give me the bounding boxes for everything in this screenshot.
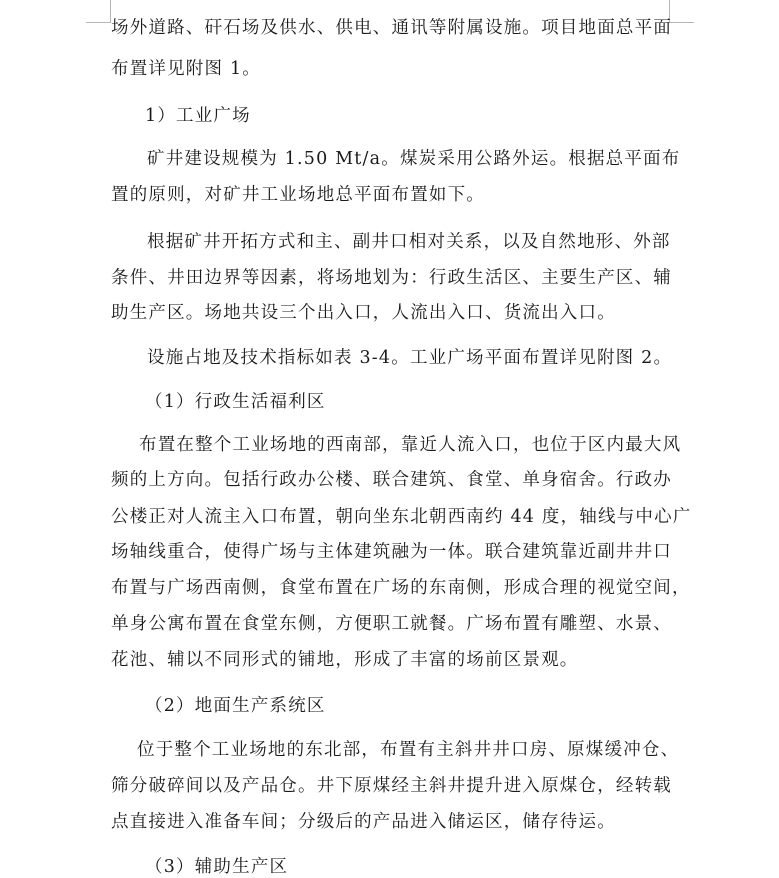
body-text-line: 单身公寓布置在食堂东侧，方便职工就餐。广场布置有雕塑、水景、	[111, 614, 672, 634]
body-text-line: 根据矿井开拓方式和主、副井口相对关系，以及自然地形、外部	[147, 232, 671, 252]
body-text-line: 场外道路、矸石场及供水、供电、通讯等附属设施。项目地面总平面	[111, 18, 672, 38]
body-text-line: 条件、井田边界等因素，将场地划为：行政生活区、主要生产区、辅	[111, 268, 672, 288]
section-heading: 1）工业广场	[145, 106, 251, 126]
section-heading: （1）行政生活福利区	[145, 392, 326, 412]
body-text-line: 筛分破碎间以及产品仓。井下原煤经主斜井提升进入原煤仓，经转载	[111, 776, 672, 796]
body-text-line: 位于整个工业场地的东北部，布置有主斜井井口房、原煤缓冲仓、	[137, 740, 680, 760]
body-text-line: 频的上方向。包括行政办公楼、联合建筑、食堂、单身宿舍。行政办	[111, 470, 672, 490]
body-text-line: 公楼正对人流主入口布置，朝向坐东北朝西南约 44 度，轴线与中心广	[111, 507, 692, 527]
section-heading: （2）地面生产系统区	[145, 696, 326, 716]
body-text-line: 布置在整个工业场地的西南部，靠近人流入口，也位于区内最大风	[139, 435, 682, 455]
body-text-line: 矿井建设规模为 1.50 Mt/a。煤炭采用公路外运。根据总平面布	[147, 149, 681, 169]
page-margin-mark-right	[669, 0, 694, 23]
body-text-line: 布置详见附图 1。	[111, 59, 261, 79]
body-text-line: 设施占地及技术指标如表 3-4。工业广场平面布置详见附图 2。	[147, 348, 673, 368]
body-text-line: 助生产区。场地共设三个出入口，人流出入口、货流出入口。	[111, 303, 616, 323]
body-text-line: 布置与广场西南侧，食堂布置在广场的东南侧，形成合理的视觉空间，	[111, 578, 691, 598]
body-text-line: 场轴线重合，使得广场与主体建筑融为一体。联合建筑靠近副井井口	[111, 542, 672, 562]
body-text-line: 点直接进入准备车间；分级后的产品进入储运区，储存待运。	[111, 812, 616, 832]
section-heading: （3）辅助生产区	[145, 857, 289, 877]
body-text-line: 置的原则，对矿井工业场地总平面布置如下。	[111, 185, 485, 205]
page-margin-mark-left	[86, 0, 111, 23]
body-text-line: 花池、辅以不同形式的铺地，形成了丰富的场前区景观。	[111, 650, 579, 670]
